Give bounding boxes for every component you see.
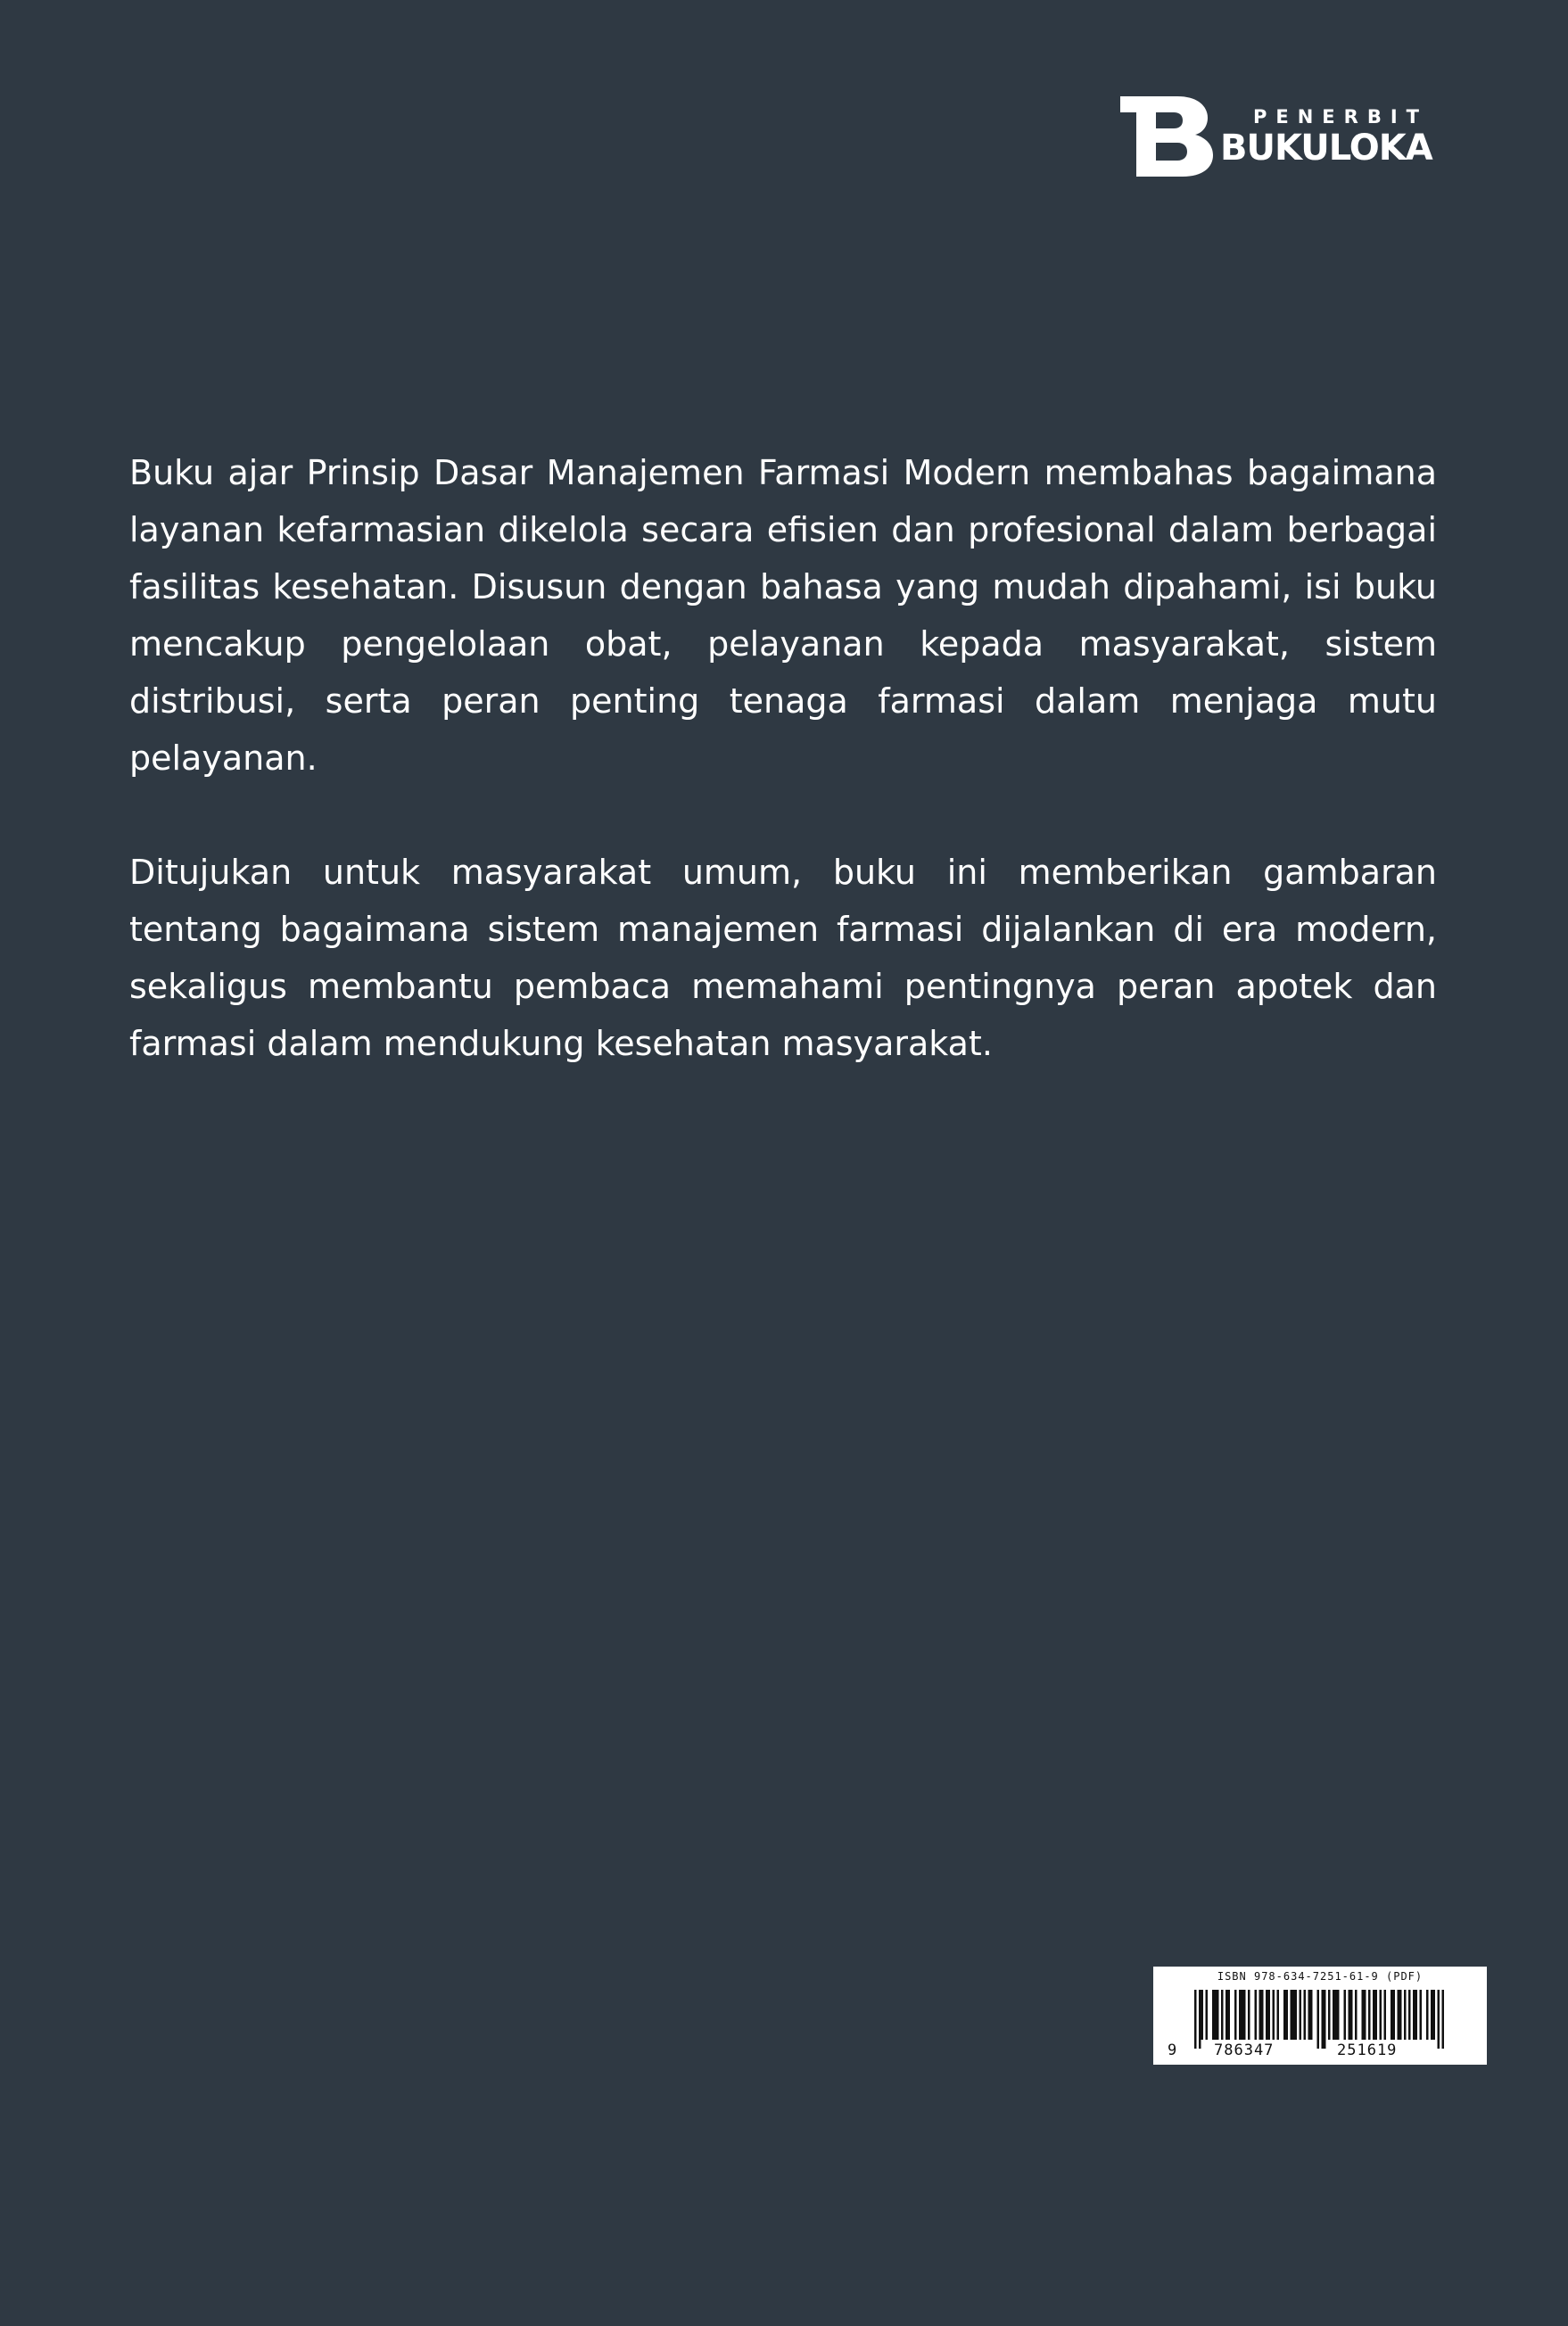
publisher-logo xyxy=(1120,96,1438,177)
barcode-bar xyxy=(1300,1990,1302,2040)
barcode-bar xyxy=(1373,1990,1375,2040)
barcode-bar xyxy=(1242,1990,1244,2040)
publisher-name: BUKULOKA xyxy=(1220,128,1432,169)
barcode-bar xyxy=(1199,1990,1201,2049)
barcode-bar xyxy=(1283,1990,1286,2040)
barcode-digits-left: 786347 xyxy=(1214,2041,1275,2059)
barcode-bar xyxy=(1215,1990,1217,2040)
barcode-bar xyxy=(1433,1990,1436,2040)
barcode-bar xyxy=(1261,1990,1264,2040)
barcode-bar xyxy=(1364,1990,1366,2040)
barcode-bar xyxy=(1349,1990,1351,2040)
barcode-bar xyxy=(1266,1990,1268,2040)
isbn-text: ISBN 978-634-7251-61-9 (PDF) xyxy=(1217,1970,1424,1983)
barcode-bar xyxy=(1384,1990,1387,2040)
barcode-bar xyxy=(1368,1990,1371,2040)
barcode-bar xyxy=(1355,1990,1358,2040)
barcode-bar xyxy=(1243,1990,1246,2040)
description-paragraph-1: Buku ajar Prinsip Dasar Manajemen Farmasi Modern membahas bagaimana layanan kefarmasian dikelola secara efisien dan profesional dalam berbagai fasilitas kesehatan. Disusun dengan bahasa yang mudah dipahami, isi buku mencakup pengelolaan obat, pelayanan kepada masyarakat, sistem distribusi, serta peran penting tenaga farmasi dalam menjaga mutu pelayanan. xyxy=(129,453,1437,778)
barcode-bar xyxy=(1404,1990,1407,2040)
barcode-bar xyxy=(1420,1990,1423,2040)
barcode-bar xyxy=(1201,1990,1204,2040)
barcode-bar xyxy=(1255,1990,1258,2040)
barcode-bar xyxy=(1438,1990,1440,2049)
barcode-bar xyxy=(1415,1990,1418,2040)
barcode-bar xyxy=(1398,1990,1400,2040)
isbn-barcode xyxy=(1153,1967,1487,2065)
barcode-bar xyxy=(1335,1990,1338,2040)
barcode-bar xyxy=(1239,1990,1242,2040)
barcode-digit-first: 9 xyxy=(1168,2041,1177,2059)
description-paragraph-2: Ditujukan untuk masyarakat umum, buku ini memberikan gambaran tentang bagaimana sistem manajemen farmasi dijalankan di era modern, sekaligus membantu pembaca memahami pentingnya peran apotek dan farmasi dalam mendukung kesehatan masyarakat. xyxy=(129,853,1437,1063)
barcode-bar xyxy=(1234,1990,1237,2040)
barcode-bar xyxy=(1375,1990,1378,2040)
barcode-bar xyxy=(1426,1990,1429,2040)
barcode-bar xyxy=(1391,1990,1393,2040)
barcode-bar xyxy=(1292,1990,1295,2040)
publisher-label: PENERBIT xyxy=(1253,106,1428,128)
barcode-bar xyxy=(1308,1990,1311,2040)
barcode-bar xyxy=(1286,1990,1289,2040)
barcode-bar xyxy=(1295,1990,1298,2040)
barcode-bar xyxy=(1226,1990,1228,2040)
barcode-bar xyxy=(1273,1990,1275,2040)
barcode-bar xyxy=(1324,1990,1326,2049)
barcode-bar xyxy=(1413,1990,1415,2040)
barcode-bar xyxy=(1259,1990,1262,2040)
barcode-bar xyxy=(1206,1990,1209,2040)
barcode-bar xyxy=(1248,1990,1250,2040)
barcode-bar xyxy=(1221,1990,1224,2040)
barcode-bar xyxy=(1291,1990,1293,2040)
barcode-bar xyxy=(1317,1990,1320,2049)
barcode-bar xyxy=(1431,1990,1433,2040)
barcode-bar xyxy=(1350,1990,1353,2040)
barcode-bar xyxy=(1217,1990,1219,2040)
barcode-bar xyxy=(1228,1990,1231,2040)
barcode-bar xyxy=(1322,1990,1325,2049)
barcode-bar xyxy=(1442,1990,1445,2049)
barcode-bar xyxy=(1337,1990,1340,2040)
barcode-bar xyxy=(1194,1990,1197,2049)
barcode-bar xyxy=(1393,1990,1396,2040)
barcode-bar xyxy=(1344,1990,1347,2040)
barcode-bar xyxy=(1304,1990,1307,2040)
barcode-bar xyxy=(1212,1990,1215,2040)
barcode-bar xyxy=(1362,1990,1365,2040)
barcode-bar xyxy=(1333,1990,1335,2040)
barcode-digits-right: 251619 xyxy=(1337,2041,1398,2059)
barcode-bar xyxy=(1380,1990,1382,2040)
logo-b-mark xyxy=(1120,96,1213,177)
barcode-bar xyxy=(1399,1990,1402,2040)
barcode-bar xyxy=(1277,1990,1280,2040)
barcode-bar xyxy=(1408,1990,1411,2040)
barcode-bar xyxy=(1328,1990,1331,2040)
barcode-bar xyxy=(1268,1990,1271,2040)
barcode-bar xyxy=(1310,1990,1313,2040)
